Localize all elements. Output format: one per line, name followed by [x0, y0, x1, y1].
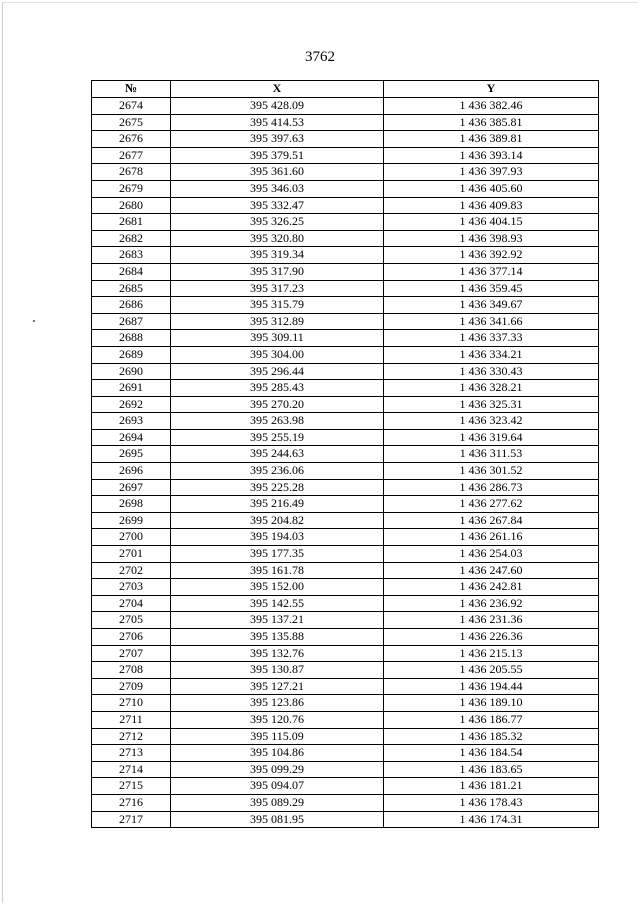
cell-number: 2703: [92, 579, 171, 596]
table-row: [92, 396, 599, 413]
table-row: [92, 114, 599, 131]
cell-y: 1 436 215.13: [384, 645, 599, 662]
cell-number: 2695: [92, 446, 171, 463]
cell-x: 395 127.21: [171, 678, 384, 695]
table-row: [92, 429, 599, 446]
table-row: [92, 745, 599, 762]
cell-y: 1 436 231.36: [384, 612, 599, 629]
cell-y: 1 436 254.03: [384, 546, 599, 563]
cell-x: 395 296.44: [171, 363, 384, 380]
table-header-row: [92, 81, 599, 98]
cell-number: 2694: [92, 429, 171, 446]
cell-number: 2690: [92, 363, 171, 380]
cell-x: 395 099.29: [171, 761, 384, 778]
table-row: [92, 413, 599, 430]
table-row: [92, 263, 599, 280]
cell-number: 2708: [92, 662, 171, 679]
table-row: [92, 711, 599, 728]
cell-number: 2688: [92, 330, 171, 347]
cell-y: 1 436 174.31: [384, 811, 599, 828]
cell-number: 2684: [92, 263, 171, 280]
cell-x: 395 137.21: [171, 612, 384, 629]
cell-number: 2676: [92, 131, 171, 148]
cell-number: 2682: [92, 230, 171, 247]
cell-y: 1 436 194.44: [384, 678, 599, 695]
cell-number: 2705: [92, 612, 171, 629]
table-row: [92, 313, 599, 330]
cell-x: 395 104.86: [171, 745, 384, 762]
table-row: [92, 662, 599, 679]
cell-number: 2696: [92, 463, 171, 480]
table-body: [92, 98, 599, 828]
scan-speck: [33, 320, 35, 322]
table-row: [92, 695, 599, 712]
cell-number: 2709: [92, 678, 171, 695]
table-row: [92, 446, 599, 463]
cell-x: 395 263.98: [171, 413, 384, 430]
table-row: [92, 761, 599, 778]
cell-number: 2713: [92, 745, 171, 762]
cell-x: 395 309.11: [171, 330, 384, 347]
cell-number: 2710: [92, 695, 171, 712]
cell-x: 395 270.20: [171, 396, 384, 413]
table-row: [92, 164, 599, 181]
cell-y: 1 436 286.73: [384, 479, 599, 496]
table-row: [92, 247, 599, 264]
table-row: [92, 98, 599, 115]
cell-y: 1 436 385.81: [384, 114, 599, 131]
table-row: [92, 496, 599, 513]
cell-x: 395 194.03: [171, 529, 384, 546]
cell-x: 395 285.43: [171, 380, 384, 397]
cell-number: 2716: [92, 794, 171, 811]
cell-number: 2687: [92, 313, 171, 330]
cell-number: 2717: [92, 811, 171, 828]
cell-x: 395 332.47: [171, 197, 384, 214]
cell-number: 2699: [92, 512, 171, 529]
cell-number: 2701: [92, 546, 171, 563]
table-row: [92, 131, 599, 148]
cell-y: 1 436 404.15: [384, 214, 599, 231]
cell-number: 2704: [92, 595, 171, 612]
cell-x: 395 236.06: [171, 463, 384, 480]
cell-number: 2689: [92, 346, 171, 363]
table-row: [92, 728, 599, 745]
table-row: [92, 512, 599, 529]
cell-x: 395 177.35: [171, 546, 384, 563]
table-row: [92, 595, 599, 612]
table-row: [92, 562, 599, 579]
cell-y: 1 436 183.65: [384, 761, 599, 778]
table-row: [92, 811, 599, 828]
cell-y: 1 436 382.46: [384, 98, 599, 115]
cell-y: 1 436 359.45: [384, 280, 599, 297]
cell-number: 2677: [92, 147, 171, 164]
table-row: [92, 678, 599, 695]
cell-y: 1 436 397.93: [384, 164, 599, 181]
cell-x: 395 317.23: [171, 280, 384, 297]
cell-number: 2714: [92, 761, 171, 778]
table-row: [92, 629, 599, 646]
cell-y: 1 436 393.14: [384, 147, 599, 164]
cell-y: 1 436 349.67: [384, 297, 599, 314]
column-header-x: X: [171, 81, 384, 98]
cell-number: 2685: [92, 280, 171, 297]
cell-x: 395 326.25: [171, 214, 384, 231]
cell-x: 395 244.63: [171, 446, 384, 463]
cell-y: 1 436 337.33: [384, 330, 599, 347]
cell-y: 1 436 267.84: [384, 512, 599, 529]
table-row: [92, 230, 599, 247]
column-header-y: Y: [384, 81, 599, 98]
table-row: [92, 363, 599, 380]
cell-y: 1 436 181.21: [384, 778, 599, 795]
cell-x: 395 319.34: [171, 247, 384, 264]
table-row: [92, 645, 599, 662]
table-row: [92, 479, 599, 496]
cell-y: 1 436 185.32: [384, 728, 599, 745]
cell-y: 1 436 398.93: [384, 230, 599, 247]
cell-x: 395 315.79: [171, 297, 384, 314]
cell-y: 1 436 328.21: [384, 380, 599, 397]
cell-x: 395 094.07: [171, 778, 384, 795]
cell-number: 2675: [92, 114, 171, 131]
cell-number: 2692: [92, 396, 171, 413]
cell-y: 1 436 323.42: [384, 413, 599, 430]
cell-x: 395 204.82: [171, 512, 384, 529]
table-row: [92, 346, 599, 363]
cell-number: 2674: [92, 98, 171, 115]
cell-number: 2678: [92, 164, 171, 181]
cell-number: 2693: [92, 413, 171, 430]
cell-number: 2680: [92, 197, 171, 214]
table-row: [92, 778, 599, 795]
cell-y: 1 436 377.14: [384, 263, 599, 280]
cell-y: 1 436 405.60: [384, 180, 599, 197]
table-row: [92, 794, 599, 811]
cell-y: 1 436 226.36: [384, 629, 599, 646]
cell-x: 395 115.09: [171, 728, 384, 745]
cell-y: 1 436 325.31: [384, 396, 599, 413]
cell-number: 2681: [92, 214, 171, 231]
cell-number: 2706: [92, 629, 171, 646]
table-row: [92, 546, 599, 563]
cell-y: 1 436 184.54: [384, 745, 599, 762]
cell-y: 1 436 261.16: [384, 529, 599, 546]
cell-x: 395 161.78: [171, 562, 384, 579]
cell-x: 395 304.00: [171, 346, 384, 363]
cell-y: 1 436 334.21: [384, 346, 599, 363]
cell-x: 395 312.89: [171, 313, 384, 330]
cell-x: 395 414.53: [171, 114, 384, 131]
cell-y: 1 436 311.53: [384, 446, 599, 463]
cell-number: 2707: [92, 645, 171, 662]
cell-y: 1 436 319.64: [384, 429, 599, 446]
column-header-number: №: [92, 81, 171, 98]
cell-number: 2697: [92, 479, 171, 496]
cell-y: 1 436 330.43: [384, 363, 599, 380]
table-row: [92, 463, 599, 480]
table-row: [92, 579, 599, 596]
cell-number: 2691: [92, 380, 171, 397]
cell-x: 395 225.28: [171, 479, 384, 496]
table-row: [92, 330, 599, 347]
table-row: [92, 612, 599, 629]
cell-x: 395 135.88: [171, 629, 384, 646]
table-row: [92, 297, 599, 314]
coordinates-table: [91, 80, 599, 828]
cell-x: 395 089.29: [171, 794, 384, 811]
cell-number: 2712: [92, 728, 171, 745]
cell-y: 1 436 409.83: [384, 197, 599, 214]
cell-x: 395 216.49: [171, 496, 384, 513]
cell-x: 395 123.86: [171, 695, 384, 712]
cell-number: 2715: [92, 778, 171, 795]
cell-number: 2683: [92, 247, 171, 264]
cell-x: 395 130.87: [171, 662, 384, 679]
cell-y: 1 436 392.92: [384, 247, 599, 264]
table-row: [92, 214, 599, 231]
cell-x: 395 428.09: [171, 98, 384, 115]
cell-x: 395 320.80: [171, 230, 384, 247]
cell-x: 395 152.00: [171, 579, 384, 596]
cell-number: 2711: [92, 711, 171, 728]
cell-y: 1 436 242.81: [384, 579, 599, 596]
cell-x: 395 132.76: [171, 645, 384, 662]
table-row: [92, 197, 599, 214]
cell-number: 2702: [92, 562, 171, 579]
cell-y: 1 436 301.52: [384, 463, 599, 480]
cell-y: 1 436 389.81: [384, 131, 599, 148]
cell-x: 395 120.76: [171, 711, 384, 728]
cell-y: 1 436 341.66: [384, 313, 599, 330]
cell-x: 395 142.55: [171, 595, 384, 612]
table-row: [92, 529, 599, 546]
cell-y: 1 436 189.10: [384, 695, 599, 712]
cell-y: 1 436 186.77: [384, 711, 599, 728]
cell-x: 395 317.90: [171, 263, 384, 280]
cell-number: 2686: [92, 297, 171, 314]
cell-y: 1 436 277.62: [384, 496, 599, 513]
cell-x: 395 361.60: [171, 164, 384, 181]
cell-y: 1 436 236.92: [384, 595, 599, 612]
cell-x: 395 397.63: [171, 131, 384, 148]
table-row: [92, 147, 599, 164]
cell-y: 1 436 247.60: [384, 562, 599, 579]
table-row: [92, 280, 599, 297]
cell-x: 395 081.95: [171, 811, 384, 828]
cell-y: 1 436 205.55: [384, 662, 599, 679]
cell-number: 2698: [92, 496, 171, 513]
cell-number: 2679: [92, 180, 171, 197]
table-row: [92, 180, 599, 197]
table-row: [92, 380, 599, 397]
cell-x: 395 346.03: [171, 180, 384, 197]
cell-y: 1 436 178.43: [384, 794, 599, 811]
page-number: 3762: [305, 49, 335, 65]
cell-number: 2700: [92, 529, 171, 546]
cell-x: 395 379.51: [171, 147, 384, 164]
cell-x: 395 255.19: [171, 429, 384, 446]
